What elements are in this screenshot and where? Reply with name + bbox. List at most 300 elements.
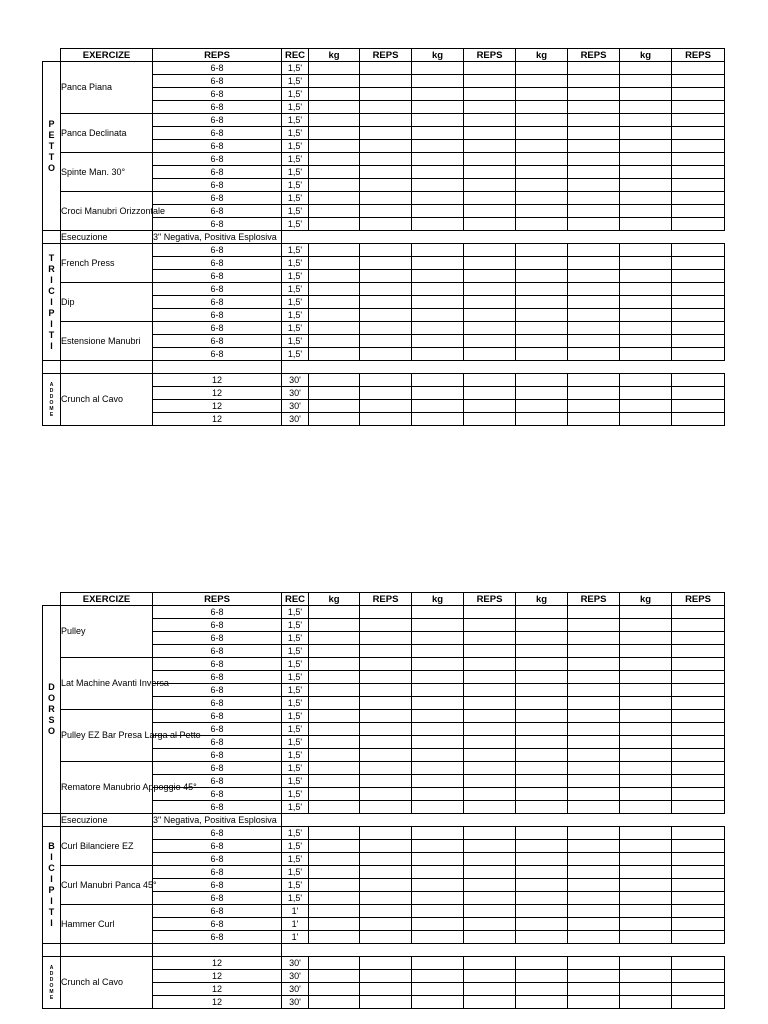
kg-input-cell[interactable] <box>309 606 360 619</box>
kg-input-cell[interactable] <box>412 658 464 671</box>
reps-input-cell[interactable] <box>464 918 516 931</box>
kg-input-cell[interactable] <box>620 853 672 866</box>
reps-input-cell[interactable] <box>568 671 620 684</box>
reps-input-cell[interactable] <box>360 723 412 736</box>
kg-input-cell[interactable] <box>620 153 672 166</box>
kg-input-cell[interactable] <box>309 309 360 322</box>
reps-input-cell[interactable] <box>672 879 725 892</box>
reps-input-cell[interactable] <box>672 931 725 944</box>
reps-input-cell[interactable] <box>360 374 412 387</box>
reps-input-cell[interactable] <box>672 684 725 697</box>
reps-input-cell[interactable] <box>568 931 620 944</box>
reps-input-cell[interactable] <box>360 983 412 996</box>
kg-input-cell[interactable] <box>516 153 568 166</box>
kg-input-cell[interactable] <box>309 736 360 749</box>
kg-input-cell[interactable] <box>620 957 672 970</box>
kg-input-cell[interactable] <box>516 283 568 296</box>
kg-input-cell[interactable] <box>620 879 672 892</box>
kg-input-cell[interactable] <box>412 606 464 619</box>
reps-input-cell[interactable] <box>464 658 516 671</box>
kg-input-cell[interactable] <box>309 88 360 101</box>
reps-input-cell[interactable] <box>568 192 620 205</box>
kg-input-cell[interactable] <box>620 996 672 1009</box>
kg-input-cell[interactable] <box>516 348 568 361</box>
reps-input-cell[interactable] <box>568 127 620 140</box>
kg-input-cell[interactable] <box>620 606 672 619</box>
kg-input-cell[interactable] <box>309 179 360 192</box>
reps-input-cell[interactable] <box>568 879 620 892</box>
kg-input-cell[interactable] <box>620 905 672 918</box>
reps-input-cell[interactable] <box>360 879 412 892</box>
reps-input-cell[interactable] <box>360 775 412 788</box>
reps-input-cell[interactable] <box>360 892 412 905</box>
reps-input-cell[interactable] <box>360 88 412 101</box>
kg-input-cell[interactable] <box>309 671 360 684</box>
kg-input-cell[interactable] <box>620 335 672 348</box>
kg-input-cell[interactable] <box>412 957 464 970</box>
reps-input-cell[interactable] <box>672 218 725 231</box>
kg-input-cell[interactable] <box>412 283 464 296</box>
reps-input-cell[interactable] <box>360 957 412 970</box>
reps-input-cell[interactable] <box>464 205 516 218</box>
reps-input-cell[interactable] <box>672 957 725 970</box>
reps-input-cell[interactable] <box>464 374 516 387</box>
reps-input-cell[interactable] <box>464 931 516 944</box>
kg-input-cell[interactable] <box>620 736 672 749</box>
kg-input-cell[interactable] <box>412 853 464 866</box>
reps-input-cell[interactable] <box>672 723 725 736</box>
reps-input-cell[interactable] <box>672 632 725 645</box>
kg-input-cell[interactable] <box>412 88 464 101</box>
kg-input-cell[interactable] <box>412 892 464 905</box>
reps-input-cell[interactable] <box>568 387 620 400</box>
kg-input-cell[interactable] <box>412 645 464 658</box>
kg-input-cell[interactable] <box>620 374 672 387</box>
reps-input-cell[interactable] <box>464 88 516 101</box>
kg-input-cell[interactable] <box>516 684 568 697</box>
kg-input-cell[interactable] <box>620 762 672 775</box>
reps-input-cell[interactable] <box>568 257 620 270</box>
kg-input-cell[interactable] <box>516 309 568 322</box>
reps-input-cell[interactable] <box>568 400 620 413</box>
kg-input-cell[interactable] <box>516 296 568 309</box>
kg-input-cell[interactable] <box>620 710 672 723</box>
reps-input-cell[interactable] <box>464 801 516 814</box>
kg-input-cell[interactable] <box>516 257 568 270</box>
kg-input-cell[interactable] <box>412 619 464 632</box>
reps-input-cell[interactable] <box>672 400 725 413</box>
kg-input-cell[interactable] <box>412 723 464 736</box>
kg-input-cell[interactable] <box>620 658 672 671</box>
reps-input-cell[interactable] <box>672 918 725 931</box>
reps-input-cell[interactable] <box>464 892 516 905</box>
kg-input-cell[interactable] <box>620 257 672 270</box>
reps-input-cell[interactable] <box>464 619 516 632</box>
kg-input-cell[interactable] <box>412 983 464 996</box>
reps-input-cell[interactable] <box>672 309 725 322</box>
reps-input-cell[interactable] <box>568 309 620 322</box>
kg-input-cell[interactable] <box>516 192 568 205</box>
kg-input-cell[interactable] <box>620 62 672 75</box>
reps-input-cell[interactable] <box>360 153 412 166</box>
kg-input-cell[interactable] <box>309 918 360 931</box>
reps-input-cell[interactable] <box>672 205 725 218</box>
reps-input-cell[interactable] <box>568 853 620 866</box>
kg-input-cell[interactable] <box>309 697 360 710</box>
reps-input-cell[interactable] <box>568 75 620 88</box>
kg-input-cell[interactable] <box>309 127 360 140</box>
kg-input-cell[interactable] <box>516 140 568 153</box>
kg-input-cell[interactable] <box>309 348 360 361</box>
kg-input-cell[interactable] <box>309 296 360 309</box>
reps-input-cell[interactable] <box>464 723 516 736</box>
kg-input-cell[interactable] <box>516 179 568 192</box>
kg-input-cell[interactable] <box>516 114 568 127</box>
reps-input-cell[interactable] <box>568 710 620 723</box>
reps-input-cell[interactable] <box>464 788 516 801</box>
reps-input-cell[interactable] <box>360 270 412 283</box>
kg-input-cell[interactable] <box>309 283 360 296</box>
kg-input-cell[interactable] <box>412 309 464 322</box>
reps-input-cell[interactable] <box>464 606 516 619</box>
kg-input-cell[interactable] <box>516 801 568 814</box>
reps-input-cell[interactable] <box>672 283 725 296</box>
reps-input-cell[interactable] <box>464 866 516 879</box>
reps-input-cell[interactable] <box>464 140 516 153</box>
reps-input-cell[interactable] <box>568 179 620 192</box>
kg-input-cell[interactable] <box>516 127 568 140</box>
reps-input-cell[interactable] <box>672 192 725 205</box>
kg-input-cell[interactable] <box>516 775 568 788</box>
kg-input-cell[interactable] <box>516 957 568 970</box>
reps-input-cell[interactable] <box>568 658 620 671</box>
reps-input-cell[interactable] <box>360 166 412 179</box>
reps-input-cell[interactable] <box>568 775 620 788</box>
reps-input-cell[interactable] <box>360 127 412 140</box>
reps-input-cell[interactable] <box>464 413 516 426</box>
reps-input-cell[interactable] <box>672 619 725 632</box>
kg-input-cell[interactable] <box>516 632 568 645</box>
reps-input-cell[interactable] <box>360 296 412 309</box>
reps-input-cell[interactable] <box>360 970 412 983</box>
kg-input-cell[interactable] <box>516 387 568 400</box>
kg-input-cell[interactable] <box>620 101 672 114</box>
kg-input-cell[interactable] <box>516 671 568 684</box>
reps-input-cell[interactable] <box>360 762 412 775</box>
kg-input-cell[interactable] <box>516 749 568 762</box>
reps-input-cell[interactable] <box>568 88 620 101</box>
reps-input-cell[interactable] <box>672 775 725 788</box>
kg-input-cell[interactable] <box>516 645 568 658</box>
kg-input-cell[interactable] <box>412 866 464 879</box>
reps-input-cell[interactable] <box>464 996 516 1009</box>
kg-input-cell[interactable] <box>412 879 464 892</box>
reps-input-cell[interactable] <box>568 892 620 905</box>
reps-input-cell[interactable] <box>672 257 725 270</box>
reps-input-cell[interactable] <box>464 218 516 231</box>
kg-input-cell[interactable] <box>620 218 672 231</box>
kg-input-cell[interactable] <box>516 918 568 931</box>
reps-input-cell[interactable] <box>568 606 620 619</box>
reps-input-cell[interactable] <box>360 853 412 866</box>
kg-input-cell[interactable] <box>516 270 568 283</box>
kg-input-cell[interactable] <box>620 75 672 88</box>
kg-input-cell[interactable] <box>516 62 568 75</box>
kg-input-cell[interactable] <box>516 413 568 426</box>
kg-input-cell[interactable] <box>516 218 568 231</box>
kg-input-cell[interactable] <box>620 866 672 879</box>
kg-input-cell[interactable] <box>412 387 464 400</box>
kg-input-cell[interactable] <box>516 606 568 619</box>
kg-input-cell[interactable] <box>309 166 360 179</box>
reps-input-cell[interactable] <box>464 348 516 361</box>
reps-input-cell[interactable] <box>464 153 516 166</box>
kg-input-cell[interactable] <box>412 296 464 309</box>
kg-input-cell[interactable] <box>516 853 568 866</box>
reps-input-cell[interactable] <box>568 957 620 970</box>
reps-input-cell[interactable] <box>672 166 725 179</box>
kg-input-cell[interactable] <box>620 309 672 322</box>
kg-input-cell[interactable] <box>309 619 360 632</box>
kg-input-cell[interactable] <box>620 387 672 400</box>
kg-input-cell[interactable] <box>309 101 360 114</box>
reps-input-cell[interactable] <box>464 166 516 179</box>
reps-input-cell[interactable] <box>360 140 412 153</box>
reps-input-cell[interactable] <box>360 400 412 413</box>
kg-input-cell[interactable] <box>620 88 672 101</box>
kg-input-cell[interactable] <box>309 762 360 775</box>
kg-input-cell[interactable] <box>516 166 568 179</box>
reps-input-cell[interactable] <box>360 619 412 632</box>
reps-input-cell[interactable] <box>464 335 516 348</box>
kg-input-cell[interactable] <box>412 736 464 749</box>
kg-input-cell[interactable] <box>412 114 464 127</box>
reps-input-cell[interactable] <box>672 905 725 918</box>
reps-input-cell[interactable] <box>464 309 516 322</box>
kg-input-cell[interactable] <box>309 983 360 996</box>
reps-input-cell[interactable] <box>672 179 725 192</box>
reps-input-cell[interactable] <box>464 840 516 853</box>
reps-input-cell[interactable] <box>360 192 412 205</box>
kg-input-cell[interactable] <box>412 710 464 723</box>
kg-input-cell[interactable] <box>309 957 360 970</box>
kg-input-cell[interactable] <box>412 697 464 710</box>
kg-input-cell[interactable] <box>412 827 464 840</box>
kg-input-cell[interactable] <box>516 374 568 387</box>
reps-input-cell[interactable] <box>568 723 620 736</box>
reps-input-cell[interactable] <box>360 866 412 879</box>
kg-input-cell[interactable] <box>412 62 464 75</box>
kg-input-cell[interactable] <box>516 244 568 257</box>
reps-input-cell[interactable] <box>672 322 725 335</box>
kg-input-cell[interactable] <box>309 970 360 983</box>
reps-input-cell[interactable] <box>360 75 412 88</box>
kg-input-cell[interactable] <box>412 205 464 218</box>
reps-input-cell[interactable] <box>464 970 516 983</box>
kg-input-cell[interactable] <box>620 244 672 257</box>
reps-input-cell[interactable] <box>672 801 725 814</box>
reps-input-cell[interactable] <box>360 996 412 1009</box>
kg-input-cell[interactable] <box>516 658 568 671</box>
kg-input-cell[interactable] <box>620 127 672 140</box>
reps-input-cell[interactable] <box>672 853 725 866</box>
kg-input-cell[interactable] <box>516 88 568 101</box>
kg-input-cell[interactable] <box>620 296 672 309</box>
reps-input-cell[interactable] <box>464 387 516 400</box>
kg-input-cell[interactable] <box>412 775 464 788</box>
kg-input-cell[interactable] <box>309 632 360 645</box>
reps-input-cell[interactable] <box>672 88 725 101</box>
reps-input-cell[interactable] <box>360 840 412 853</box>
reps-input-cell[interactable] <box>360 918 412 931</box>
kg-input-cell[interactable] <box>309 413 360 426</box>
reps-input-cell[interactable] <box>464 283 516 296</box>
kg-input-cell[interactable] <box>516 75 568 88</box>
kg-input-cell[interactable] <box>516 619 568 632</box>
reps-input-cell[interactable] <box>464 244 516 257</box>
kg-input-cell[interactable] <box>309 114 360 127</box>
reps-input-cell[interactable] <box>568 322 620 335</box>
reps-input-cell[interactable] <box>568 205 620 218</box>
reps-input-cell[interactable] <box>568 218 620 231</box>
kg-input-cell[interactable] <box>309 658 360 671</box>
kg-input-cell[interactable] <box>309 335 360 348</box>
reps-input-cell[interactable] <box>672 606 725 619</box>
kg-input-cell[interactable] <box>620 671 672 684</box>
kg-input-cell[interactable] <box>516 322 568 335</box>
kg-input-cell[interactable] <box>412 101 464 114</box>
kg-input-cell[interactable] <box>412 413 464 426</box>
kg-input-cell[interactable] <box>412 179 464 192</box>
reps-input-cell[interactable] <box>672 127 725 140</box>
reps-input-cell[interactable] <box>672 348 725 361</box>
reps-input-cell[interactable] <box>360 905 412 918</box>
reps-input-cell[interactable] <box>672 697 725 710</box>
reps-input-cell[interactable] <box>672 75 725 88</box>
kg-input-cell[interactable] <box>309 257 360 270</box>
reps-input-cell[interactable] <box>464 75 516 88</box>
reps-input-cell[interactable] <box>672 892 725 905</box>
reps-input-cell[interactable] <box>464 827 516 840</box>
reps-input-cell[interactable] <box>360 413 412 426</box>
reps-input-cell[interactable] <box>360 645 412 658</box>
reps-input-cell[interactable] <box>568 283 620 296</box>
reps-input-cell[interactable] <box>568 983 620 996</box>
reps-input-cell[interactable] <box>464 879 516 892</box>
kg-input-cell[interactable] <box>309 400 360 413</box>
kg-input-cell[interactable] <box>309 684 360 697</box>
kg-input-cell[interactable] <box>620 983 672 996</box>
reps-input-cell[interactable] <box>568 619 620 632</box>
reps-input-cell[interactable] <box>672 270 725 283</box>
kg-input-cell[interactable] <box>620 970 672 983</box>
kg-input-cell[interactable] <box>516 205 568 218</box>
reps-input-cell[interactable] <box>464 697 516 710</box>
kg-input-cell[interactable] <box>620 179 672 192</box>
reps-input-cell[interactable] <box>672 374 725 387</box>
kg-input-cell[interactable] <box>412 374 464 387</box>
kg-input-cell[interactable] <box>620 892 672 905</box>
reps-input-cell[interactable] <box>360 348 412 361</box>
reps-input-cell[interactable] <box>464 749 516 762</box>
kg-input-cell[interactable] <box>620 270 672 283</box>
reps-input-cell[interactable] <box>464 62 516 75</box>
kg-input-cell[interactable] <box>516 996 568 1009</box>
kg-input-cell[interactable] <box>309 840 360 853</box>
reps-input-cell[interactable] <box>672 101 725 114</box>
reps-input-cell[interactable] <box>360 114 412 127</box>
reps-input-cell[interactable] <box>464 645 516 658</box>
reps-input-cell[interactable] <box>672 866 725 879</box>
kg-input-cell[interactable] <box>412 996 464 1009</box>
kg-input-cell[interactable] <box>309 905 360 918</box>
reps-input-cell[interactable] <box>464 179 516 192</box>
kg-input-cell[interactable] <box>412 400 464 413</box>
reps-input-cell[interactable] <box>568 101 620 114</box>
kg-input-cell[interactable] <box>309 387 360 400</box>
reps-input-cell[interactable] <box>568 918 620 931</box>
reps-input-cell[interactable] <box>360 309 412 322</box>
reps-input-cell[interactable] <box>464 296 516 309</box>
kg-input-cell[interactable] <box>620 283 672 296</box>
kg-input-cell[interactable] <box>412 192 464 205</box>
kg-input-cell[interactable] <box>309 710 360 723</box>
reps-input-cell[interactable] <box>464 710 516 723</box>
kg-input-cell[interactable] <box>309 749 360 762</box>
reps-input-cell[interactable] <box>360 101 412 114</box>
kg-input-cell[interactable] <box>516 762 568 775</box>
kg-input-cell[interactable] <box>309 244 360 257</box>
kg-input-cell[interactable] <box>516 697 568 710</box>
kg-input-cell[interactable] <box>620 723 672 736</box>
kg-input-cell[interactable] <box>309 62 360 75</box>
kg-input-cell[interactable] <box>620 788 672 801</box>
kg-input-cell[interactable] <box>412 762 464 775</box>
kg-input-cell[interactable] <box>309 192 360 205</box>
kg-input-cell[interactable] <box>620 205 672 218</box>
reps-input-cell[interactable] <box>672 114 725 127</box>
kg-input-cell[interactable] <box>412 257 464 270</box>
reps-input-cell[interactable] <box>672 840 725 853</box>
reps-input-cell[interactable] <box>672 996 725 1009</box>
reps-input-cell[interactable] <box>360 658 412 671</box>
reps-input-cell[interactable] <box>464 905 516 918</box>
reps-input-cell[interactable] <box>568 632 620 645</box>
kg-input-cell[interactable] <box>412 970 464 983</box>
reps-input-cell[interactable] <box>360 606 412 619</box>
reps-input-cell[interactable] <box>672 983 725 996</box>
kg-input-cell[interactable] <box>516 905 568 918</box>
kg-input-cell[interactable] <box>516 827 568 840</box>
reps-input-cell[interactable] <box>568 645 620 658</box>
kg-input-cell[interactable] <box>516 710 568 723</box>
kg-input-cell[interactable] <box>412 931 464 944</box>
kg-input-cell[interactable] <box>412 684 464 697</box>
kg-input-cell[interactable] <box>412 905 464 918</box>
kg-input-cell[interactable] <box>620 645 672 658</box>
kg-input-cell[interactable] <box>412 75 464 88</box>
kg-input-cell[interactable] <box>516 879 568 892</box>
kg-input-cell[interactable] <box>620 192 672 205</box>
kg-input-cell[interactable] <box>620 827 672 840</box>
reps-input-cell[interactable] <box>568 62 620 75</box>
kg-input-cell[interactable] <box>620 140 672 153</box>
reps-input-cell[interactable] <box>464 257 516 270</box>
reps-input-cell[interactable] <box>568 801 620 814</box>
reps-input-cell[interactable] <box>568 270 620 283</box>
reps-input-cell[interactable] <box>672 970 725 983</box>
kg-input-cell[interactable] <box>412 270 464 283</box>
